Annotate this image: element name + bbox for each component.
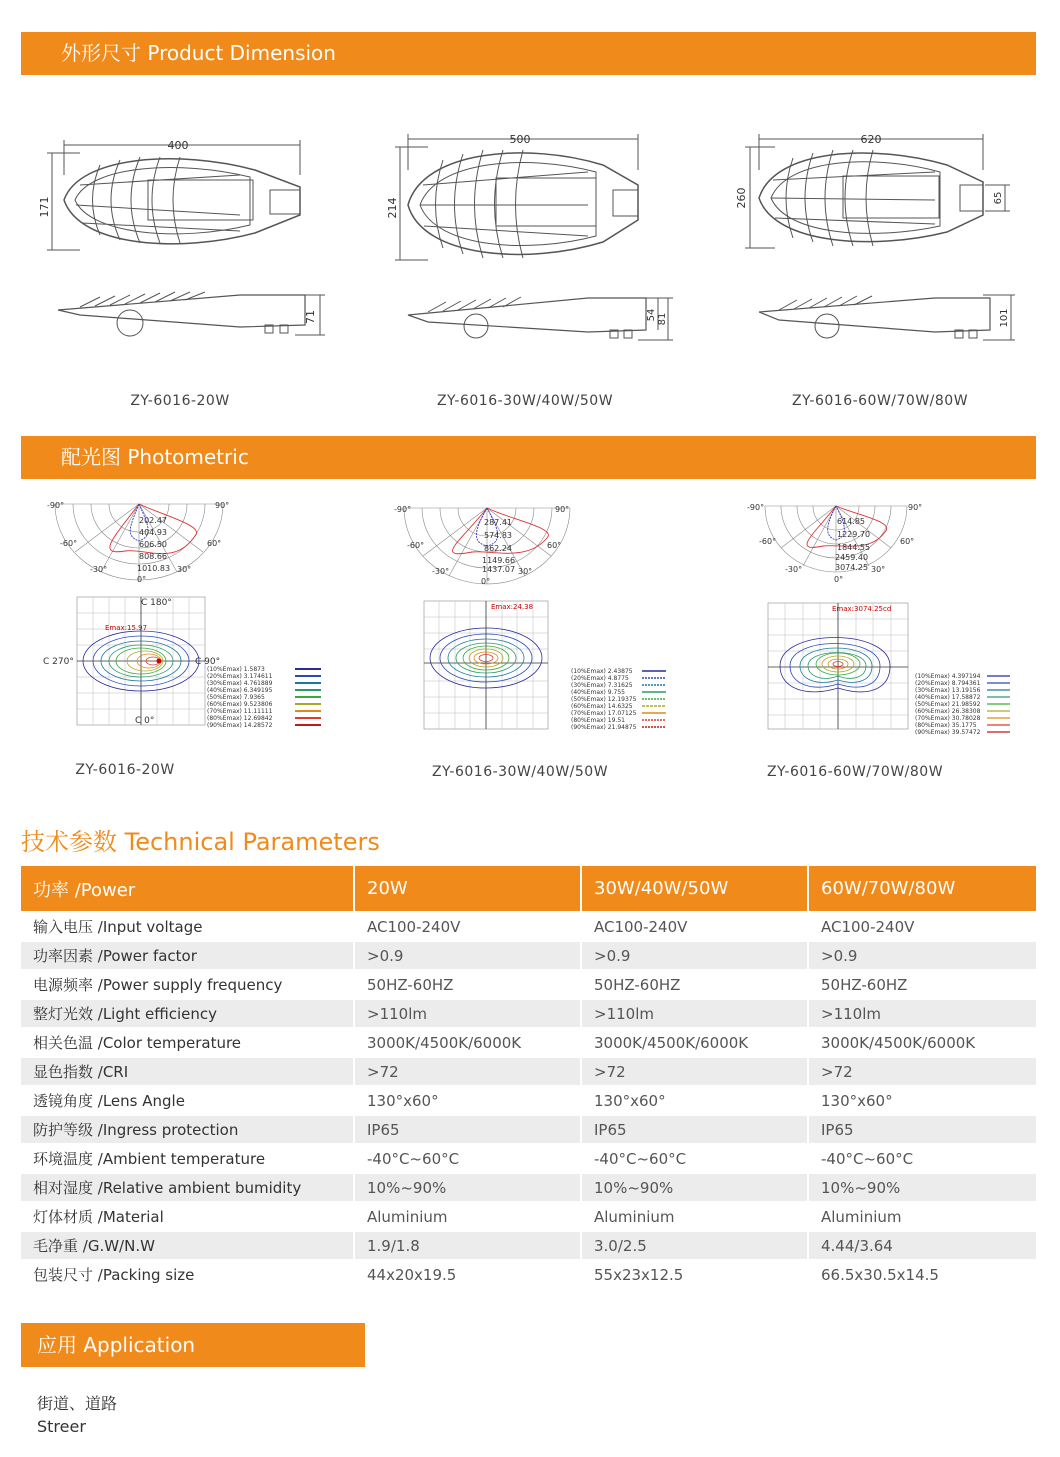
legend-entry: (60%Emax) 26.38308: [915, 708, 981, 715]
legend-entry: (40%Emax) 6.349195: [207, 687, 273, 694]
photometric-caption-30-50w: ZY-6016-30W/40W/50W: [431, 764, 609, 780]
angle-label: 0°: [834, 575, 844, 584]
dimension-drawing-30-50w: [388, 130, 678, 350]
polar-value: 1437.07: [482, 565, 516, 574]
application-text-cn: 街道、道路: [37, 1394, 118, 1413]
param-value: 10%~90%: [582, 1172, 809, 1201]
table-header-row: [21, 866, 1036, 911]
header-power: 功率 /Power: [21, 866, 355, 911]
isolux-axis-label: C 270°: [43, 657, 74, 667]
param-value: >72: [809, 1056, 1036, 1085]
table-row: [21, 1027, 1036, 1056]
angle-label: -30°: [90, 565, 108, 574]
polar-diagram-20w: [45, 496, 235, 586]
angle-label: -30°: [432, 567, 450, 576]
param-label: 相对湿度 /Relative ambient bumidity: [21, 1172, 355, 1201]
polar-value: 1010.83: [137, 564, 171, 573]
section-title-application: 应用 Application: [37, 1333, 196, 1357]
param-value: 4.44/3.64: [809, 1230, 1036, 1259]
table-row: [21, 911, 1036, 940]
dimension-caption-20w: ZY-6016-20W: [130, 393, 230, 409]
param-value: 3.0/2.5: [582, 1230, 809, 1259]
table-row: [21, 940, 1036, 969]
angle-label: 60°: [900, 537, 915, 546]
dimension-drawing-60-80w: [735, 130, 1025, 350]
angle-label: 0°: [481, 577, 491, 586]
polar-value: 1844.55: [837, 543, 871, 552]
angle-label: 30°: [177, 565, 192, 574]
polar-value: 1149.66: [482, 556, 516, 565]
isolux-diagram-60-80w: [740, 598, 1030, 748]
param-value: 44x20x19.5: [355, 1259, 582, 1288]
angle-label: 60°: [547, 541, 562, 550]
dim-width-label: 171: [38, 196, 51, 218]
param-value: >72: [582, 1056, 809, 1085]
param-label: 包装尺寸 /Packing size: [21, 1259, 355, 1288]
section-title-photometric: 配光图 Photometric: [61, 445, 249, 469]
param-value: 3000K/4500K/6000K: [582, 1027, 809, 1056]
dim-width-label: 260: [735, 187, 748, 209]
polar-value: 614.85: [837, 517, 865, 526]
legend-entry: (50%Emax) 12.19375: [571, 696, 637, 703]
table-row: [21, 1143, 1036, 1172]
angle-label: 90°: [555, 505, 570, 514]
angle-label: -60°: [759, 537, 777, 546]
polar-value: 3074.25: [835, 563, 869, 572]
param-value: 10%~90%: [355, 1172, 582, 1201]
isolux-axis-label: C 90°: [195, 657, 221, 667]
param-value: IP65: [582, 1114, 809, 1143]
param-value: 10%~90%: [809, 1172, 1036, 1201]
param-value: AC100-240V: [355, 911, 582, 940]
param-value: >0.9: [355, 940, 582, 969]
dimension-caption-30-50w: ZY-6016-30W/40W/50W: [436, 393, 614, 409]
angle-label: -90°: [747, 503, 765, 512]
param-value: 50HZ-60HZ: [809, 969, 1036, 998]
param-value: >110lm: [355, 998, 582, 1027]
table-row: [21, 998, 1036, 1027]
polar-diagram-30-50w: [392, 500, 582, 590]
legend-entry: (10%Emax) 4.397194: [915, 673, 981, 680]
header-30-50w: 30W/40W/50W: [582, 866, 809, 911]
dimension-caption-60-80w: ZY-6016-60W/70W/80W: [791, 393, 969, 409]
param-label: 相关色温 /Color temperature: [21, 1027, 355, 1056]
legend-entry: (60%Emax) 14.6325: [571, 703, 633, 710]
param-value: AC100-240V: [809, 911, 1036, 940]
param-value: IP65: [355, 1114, 582, 1143]
param-value: 3000K/4500K/6000K: [355, 1027, 582, 1056]
polar-value: 2459.40: [835, 553, 869, 562]
param-value: -40°C~60°C: [582, 1143, 809, 1172]
param-label: 整灯光效 /Light efficiency: [21, 998, 355, 1027]
param-value: 55x23x12.5: [582, 1259, 809, 1288]
legend-entry: (70%Emax) 17.07125: [571, 710, 637, 717]
param-label: 毛净重 /G.W/N.W: [21, 1230, 355, 1259]
angle-label: -30°: [785, 565, 803, 574]
legend-entry: (20%Emax) 4.8775: [571, 675, 629, 682]
angle-label: 60°: [207, 539, 222, 548]
param-value: 50HZ-60HZ: [355, 969, 582, 998]
angle-label: -60°: [60, 539, 78, 548]
legend-entry: (80%Emax) 35.1775: [915, 722, 977, 729]
polar-value: 606.50: [139, 540, 167, 549]
dim-length-label: 500: [509, 133, 531, 146]
table-row: [21, 1085, 1036, 1114]
param-label: 防护等级 /Ingress protection: [21, 1114, 355, 1143]
dim-height2-label: 54: [646, 308, 657, 322]
legend-entry: (90%Emax) 21.94875: [571, 724, 637, 731]
legend-entry: (20%Emax) 8.794361: [915, 680, 981, 687]
param-value: >110lm: [582, 998, 809, 1027]
section-header-photometric: [21, 436, 1036, 479]
param-value: 130°x60°: [809, 1085, 1036, 1114]
param-value: 66.5x30.5x14.5: [809, 1259, 1036, 1288]
legend-entry: (50%Emax) 7.9365: [207, 694, 265, 701]
isolux-axis-label: C 0°: [135, 716, 155, 726]
polar-value: 808.66: [139, 552, 167, 561]
table-row: [21, 1259, 1036, 1288]
application-text-en: Streer: [37, 1417, 86, 1436]
dim-height-label: 101: [999, 308, 1010, 328]
param-value: 130°x60°: [582, 1085, 809, 1114]
emax-label: Emax:24.38: [491, 603, 534, 611]
section-title-dimension: 外形尺寸 Product Dimension: [61, 41, 336, 65]
param-value: Aluminium: [355, 1201, 582, 1230]
param-value: Aluminium: [582, 1201, 809, 1230]
legend-entry: (30%Emax) 4.761889: [207, 680, 273, 687]
dim-pole-label: 65: [993, 191, 1004, 205]
polar-value: 574.83: [484, 531, 512, 540]
param-label: 电源频率 /Power supply frequency: [21, 969, 355, 998]
legend-entry: (70%Emax) 30.78028: [915, 715, 981, 722]
angle-label: 90°: [215, 501, 230, 510]
param-value: 130°x60°: [355, 1085, 582, 1114]
dimension-drawing-20w: [40, 135, 330, 350]
legend-entry: (40%Emax) 17.58872: [915, 694, 981, 701]
angle-label: 90°: [908, 503, 923, 512]
legend-entry: (10%Emax) 2.43875: [571, 668, 633, 675]
emax-label: Emax:15.97: [105, 624, 148, 632]
param-value: -40°C~60°C: [809, 1143, 1036, 1172]
section-header-application: [21, 1323, 365, 1367]
legend-entry: (20%Emax) 3.174611: [207, 673, 273, 680]
table-row: [21, 1230, 1036, 1259]
param-value: >72: [355, 1056, 582, 1085]
dim-length-label: 400: [167, 139, 189, 152]
legend-entry: (80%Emax) 19.51: [571, 717, 625, 724]
photometric-caption-60-80w: ZY-6016-60W/70W/80W: [766, 764, 944, 780]
param-label: 功率因素 /Power factor: [21, 940, 355, 969]
table-row: [21, 1056, 1036, 1085]
legend-entry: (40%Emax) 9.755: [571, 689, 625, 696]
photometric-caption-20w: ZY-6016-20W: [75, 762, 175, 778]
param-value: 3000K/4500K/6000K: [809, 1027, 1036, 1056]
param-value: >0.9: [582, 940, 809, 969]
param-label: 显色指数 /CRI: [21, 1056, 355, 1085]
legend-entry: (60%Emax) 9.523806: [207, 701, 273, 708]
table-row: [21, 1114, 1036, 1143]
legend-entry: (90%Emax) 39.57472: [915, 729, 981, 736]
param-value: >110lm: [809, 998, 1036, 1027]
param-label: 输入电压 /Input voltage: [21, 911, 355, 940]
dim-height-label: 71: [304, 310, 317, 324]
param-value: IP65: [809, 1114, 1036, 1143]
legend-entry: (30%Emax) 13.19156: [915, 687, 981, 694]
legend-entry: (80%Emax) 12.69842: [207, 715, 273, 722]
polar-value: 202.47: [139, 516, 167, 525]
param-value: -40°C~60°C: [355, 1143, 582, 1172]
param-value: 50HZ-60HZ: [582, 969, 809, 998]
polar-value: 1229.70: [837, 530, 871, 539]
dim-length-label: 620: [860, 133, 882, 146]
param-value: AC100-240V: [582, 911, 809, 940]
polar-value: 287.41: [484, 518, 512, 527]
param-value: Aluminium: [809, 1201, 1036, 1230]
angle-label: 30°: [871, 565, 886, 574]
angle-label: -90°: [47, 501, 65, 510]
technical-parameters-title: 技术参数 Technical Parameters: [21, 828, 380, 856]
angle-label: -90°: [394, 505, 412, 514]
table-row: [21, 1172, 1036, 1201]
legend-entry: (90%Emax) 14.28572: [207, 722, 273, 729]
section-header-dimension: [21, 32, 1036, 75]
angle-label: -60°: [407, 541, 425, 550]
emax-label: Emax:3074.25cd: [832, 605, 892, 613]
legend-entry: (30%Emax) 7.31625: [571, 682, 633, 689]
param-label: 环境温度 /Ambient temperature: [21, 1143, 355, 1172]
param-value: >0.9: [809, 940, 1036, 969]
isolux-axis-label: C 180°: [141, 598, 172, 608]
header-60-80w: 60W/70W/80W: [809, 866, 1036, 911]
table-row: [21, 1201, 1036, 1230]
legend-entry: (50%Emax) 21.98592: [915, 701, 981, 708]
header-20w: 20W: [355, 866, 582, 911]
dim-width-label: 214: [386, 197, 399, 219]
param-value: 1.9/1.8: [355, 1230, 582, 1259]
technical-parameters-table: [21, 866, 1036, 1288]
polar-value: 862.24: [484, 544, 512, 553]
isolux-diagram-30-50w: [396, 596, 686, 746]
angle-label: 0°: [137, 575, 147, 584]
polar-value: 404.93: [139, 528, 167, 537]
polar-diagram-60-80w: [745, 498, 935, 588]
param-label: 灯体材质 /Material: [21, 1201, 355, 1230]
legend-entry: (70%Emax) 11.11111: [207, 708, 273, 715]
legend-entry: (10%Emax) 1.5873: [207, 666, 265, 673]
dim-height-label: 81: [657, 312, 668, 326]
table-row: [21, 969, 1036, 998]
param-label: 透镜角度 /Lens Angle: [21, 1085, 355, 1114]
isolux-diagram-20w: [45, 592, 345, 742]
angle-label: 30°: [518, 567, 533, 576]
